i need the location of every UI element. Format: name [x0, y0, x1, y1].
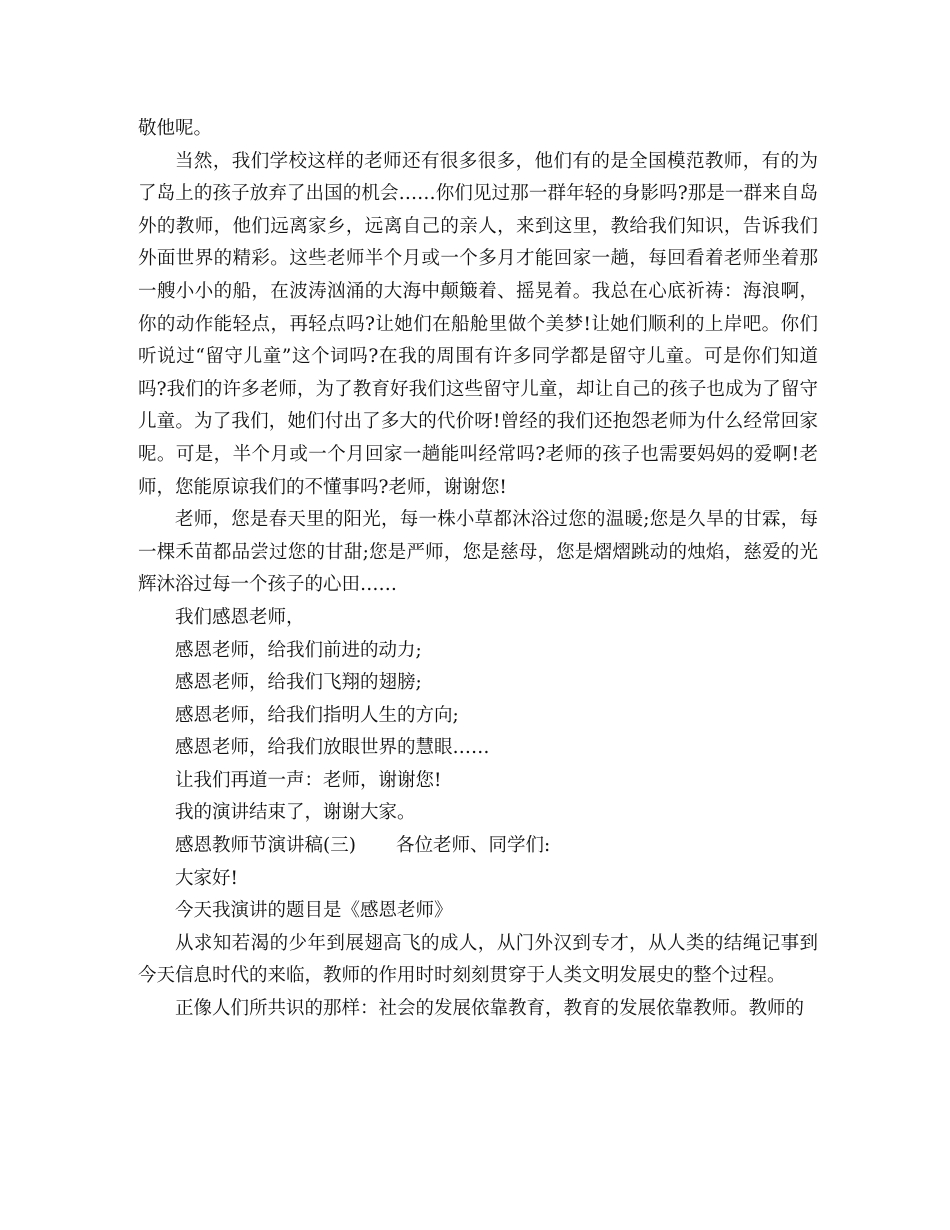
section-greeting: 各位老师、同学们: — [395, 835, 551, 857]
paragraph: 感恩老师，给我们前进的动力; — [175, 639, 422, 661]
paragraph: 感恩老师，给我们指明人生的方向; — [175, 704, 459, 726]
section-title: 感恩教师节演讲稿(三) — [175, 835, 356, 857]
paragraph: 从求知若渴的少年到展翅高飞的成人，从门外汉到专才，从人类的结绳记事到今天信息时代的来临，教师的作用时时刻刻贯穿于人类文明发展史的整个过程。 — [138, 932, 818, 987]
paragraph: 敬他呢。 — [138, 118, 213, 139]
paragraph: 老师，您是春天里的阳光，每一株小草都沐浴过您的温暖;您是久旱的甘霖，每一棵禾苗都品尝过您的甘甜;您是严师，您是慈母，您是熠熠跳动的烛焰，慈爱的光辉沐浴过每一个孩子的心田…… — [138, 509, 818, 596]
paragraph: 感恩老师，给我们放眼世界的慧眼…… — [175, 737, 490, 759]
paragraph: 正像人们所共识的那样：社会的发展依靠教育，教育的发展依靠教师。教师的 — [175, 998, 805, 1020]
section-heading-line — [138, 830, 818, 863]
paragraph: 大家好! — [175, 867, 238, 889]
document-body — [138, 113, 818, 1026]
paragraph: 我们感恩老师， — [175, 606, 305, 628]
paragraph: 我的演讲结束了，谢谢大家。 — [175, 802, 416, 824]
paragraph: 当然，我们学校这样的老师还有很多很多，他们有的是全国模范教师，有的为了岛上的孩子放弃了出国的机会……你们见过那一群年轻的身影吗?那是一群来自岛外的教师，他们远离家乡，远离自己的亲人，来到这里，教给我们知识，告诉我们外面世界的精彩。这些老师半个月或一个多月才能回家一趟，每回看着老师坐着那一艘小小的船，在波涛汹涌的大海中颠簸着、摇晃着。我总在心底祈祷：海浪啊，你的动作能轻点，再轻点吗?让她们在船舱里做个美梦!让她们顺利的上岸吧。你们听说过“留守儿童”这个词吗?在我的周围有许多同学都是留守儿童。可是你们知道吗?我们的许多老师，为了教育好我们这些留守儿童，却让自己的孩子也成为了留守儿童。为了我们，她们付出了多大的代价呀!曾经的我们还抱怨老师为什么经常回家呢。可是，半个月或一个月回家一趟能叫经常吗?老师的孩子也需要妈妈的爱啊!老师，您能原谅我们的不懂事吗?老师，谢谢您! — [138, 150, 818, 498]
paragraph: 感恩老师，给我们飞翔的翅膀; — [175, 672, 422, 694]
paragraph: 今天我演讲的题目是《感恩老师》 — [175, 900, 453, 922]
paragraph: 让我们再道一声：老师，谢谢您! — [175, 769, 442, 791]
